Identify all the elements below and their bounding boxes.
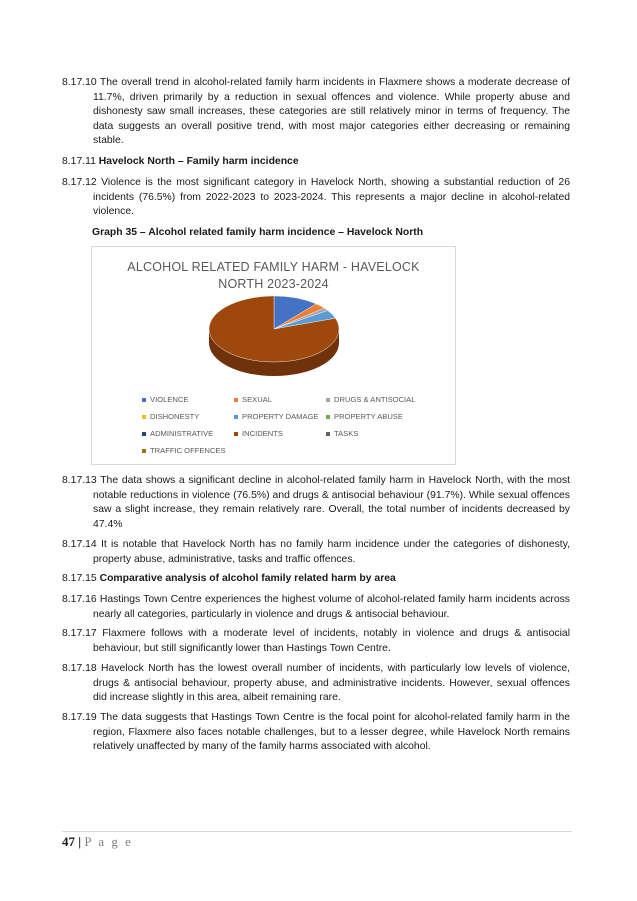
heading-number: 8.17.11	[62, 156, 96, 167]
pie-chart	[92, 247, 457, 397]
legend-item-property-damage	[234, 412, 319, 421]
paragraph-number: 8.17.19	[62, 712, 97, 723]
legend-item-sexual	[234, 395, 272, 404]
legend-item-tasks	[326, 429, 358, 438]
footer-divider	[62, 831, 572, 832]
section-heading-comparative-analysis	[62, 572, 396, 587]
paragraph-number: 8.17.14	[62, 539, 97, 550]
paragraph-8-17-10	[62, 76, 570, 149]
paragraph-8-17-14	[62, 538, 570, 567]
pie-chart-panel	[91, 246, 456, 465]
paragraph-number: 8.17.13	[62, 475, 97, 486]
legend-item-incidents	[234, 429, 283, 438]
legend-label: DISHONESTY	[150, 412, 200, 421]
heading-text: Comparative analysis of alcohol family related harm by area	[99, 573, 396, 584]
legend-item-violence	[142, 395, 188, 404]
legend-swatch	[142, 449, 146, 453]
graph-caption: Graph 35 – Alcohol related family harm incidence – Havelock North	[92, 227, 424, 238]
footer-separator: |	[78, 834, 82, 849]
paragraph-number: 8.17.10	[62, 77, 97, 88]
heading-text: Havelock North – Family harm incidence	[98, 156, 299, 167]
heading-number: 8.17.15	[62, 573, 97, 584]
paragraph-text: It is notable that Havelock North has no family harm incidence under the categories of dishonesty, property abuse, administrative, tasks and traffic offences.	[93, 539, 571, 565]
chart-title-line-2: NORTH 2023-2024	[218, 277, 329, 291]
paragraph-number: 8.17.18	[62, 663, 97, 674]
paragraph-8-17-13	[62, 474, 570, 532]
paragraph-number: 8.17.17	[62, 628, 97, 639]
page-number: 47	[62, 834, 75, 849]
legend-swatch	[326, 398, 330, 402]
section-heading-havelock-north	[62, 155, 299, 170]
legend-swatch	[142, 415, 146, 419]
paragraph-text: The data shows a significant decline in alcohol-related family harm in Havelock North, with the most notable reductions in violence (76.5%) and drugs & antisocial behaviour (91.7%). While sexual offences saw a slight increase, they remain relatively rare. Overall, the total number of incidents decreased by 47.4%	[93, 475, 570, 530]
legend-item-dishonesty	[142, 412, 199, 421]
paragraph-text: The overall trend in alcohol-related family harm incidents in Flaxmere shows a moderate decrease of 11.7%, driven primarily by a reduction in sexual offences and violence. While property abuse and dishonesty saw small increases, these categories are still relatively minor in terms of frequency. The data suggests an overall positive trend, with most major categories either decreasing or remaining stable.	[93, 77, 570, 147]
paragraph-8-17-18	[62, 662, 570, 706]
legend-label: PROPERTY DAMAGE	[242, 412, 319, 421]
page-footer	[62, 834, 133, 850]
legend-label: TASKS	[334, 429, 359, 438]
legend-item-administrative	[142, 429, 213, 438]
legend-item-traffic-offences	[142, 446, 226, 455]
legend-swatch	[234, 398, 238, 402]
paragraph-8-17-19	[62, 711, 570, 755]
paragraph-8-17-12	[62, 176, 570, 220]
legend-swatch	[142, 398, 146, 402]
paragraph-number: 8.17.16	[62, 594, 97, 605]
legend-label: TRAFFIC OFFENCES	[150, 446, 226, 455]
legend-label: VIOLENCE	[150, 395, 189, 404]
legend-item-drugs-antisocial	[326, 395, 415, 404]
legend-label: ADMINISTRATIVE	[150, 429, 214, 438]
paragraph-text: Havelock North has the lowest overall number of incidents, with particularly low levels of violence, drugs & antisocial behaviour, property abuse, and administrative incidents. However, sexual offences did increase slightly in this area, albeit remaining rare.	[93, 663, 570, 704]
legend-item-property-abuse	[326, 412, 403, 421]
paragraph-text: Flaxmere follows with a moderate level of incidents, notably in violence and drugs & antisocial behaviour, but still significantly lower than Hastings Town Centre.	[93, 628, 570, 654]
page-label: P a g e	[84, 834, 133, 849]
paragraph-8-17-16	[62, 593, 570, 622]
legend-swatch	[326, 415, 330, 419]
paragraph-8-17-17	[62, 627, 570, 656]
legend-swatch	[142, 432, 146, 436]
legend-swatch	[234, 415, 238, 419]
legend-label: INCIDENTS	[242, 429, 283, 438]
legend-label: DRUGS & ANTISOCIAL	[334, 395, 416, 404]
chart-title-line-1: ALCOHOL RELATED FAMILY HARM - HAVELOCK	[127, 260, 420, 274]
legend-label: SEXUAL	[242, 395, 272, 404]
legend-swatch	[326, 432, 330, 436]
legend-swatch	[234, 432, 238, 436]
paragraph-text: The data suggests that Hastings Town Centre is the focal point for alcohol-related family harm in the region, Flaxmere also faces notable challenges, but to a lesser degree, while Havelock North remains relatively unaffected by many of the family harms associated with alcohol.	[93, 712, 571, 753]
legend-label: PROPERTY ABUSE	[334, 412, 403, 421]
paragraph-text: Hastings Town Centre experiences the highest volume of alcohol-related family harm incidents across nearly all categories, particularly in violence and drugs & antisocial behaviour.	[93, 594, 570, 620]
paragraph-number: 8.17.12	[62, 177, 97, 188]
paragraph-text: Violence is the most significant category in Havelock North, showing a substantial reduction of 26 incidents (76.5%) from 2022-2023 to 2023-2024. This represents a major decline in alcohol-related violence.	[93, 177, 570, 218]
